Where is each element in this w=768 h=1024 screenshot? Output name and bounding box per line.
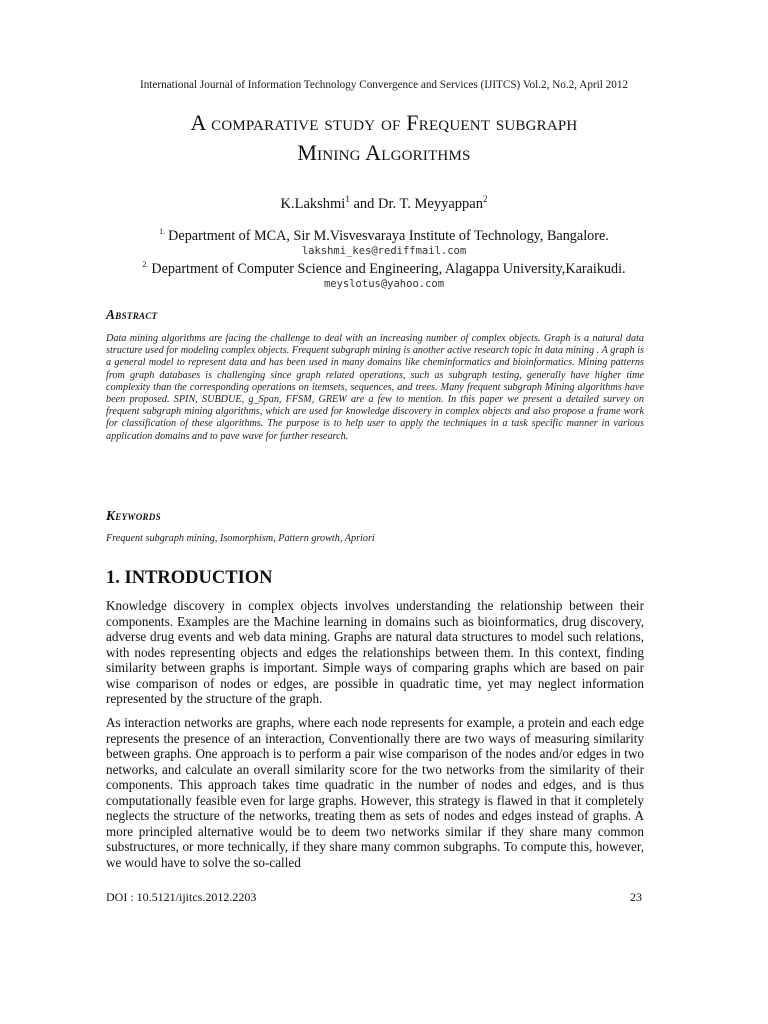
affiliation-1 <box>0 227 768 245</box>
footer-page-number: 23 <box>630 890 642 904</box>
author-conjunction: and <box>349 196 379 212</box>
affiliation-1-mark: 1. <box>159 227 166 236</box>
affiliation-2 <box>0 260 768 278</box>
affiliation-2-mark: 2. <box>142 260 149 269</box>
title-line-1: A comparative study of Frequent subgraph <box>190 110 578 135</box>
keywords-heading: Keywords <box>106 508 161 523</box>
author-1-mark: 1 <box>345 194 350 204</box>
footer-doi: DOI : 10.5121/ijitcs.2012.2203 <box>106 890 257 904</box>
author-1: K.Lakshmi <box>280 196 346 212</box>
abstract-heading: Abstract <box>106 307 158 322</box>
keywords-body: Frequent subgraph mining, Isomorphism, Pattern growth, Apriori <box>106 533 375 544</box>
author-2: Dr. T. Meyyappan <box>378 196 483 212</box>
introduction-heading: 1. INTRODUCTION <box>106 568 273 588</box>
intro-paragraph-1: Knowledge discovery in complex objects involves understanding the relationship between their components. Examples are the Machine learning in domains such as bioinformatics, drug discovery, adverse drug events and web data mining. Graphs are natural data structures to model such relations, with nodes representing objects and edges the relationships between them. In this context, finding similarity between graphs is important. Simple ways of comparing graphs which are based on pair wise comparison of nodes or edges, are possible in quadratic time, yet may neglect information represented by the structure of the graph. <box>106 598 644 706</box>
affiliation-1-text: Department of MCA, Sir M.Visvesvaraya Institute of Technology, Bangalore. <box>168 228 609 244</box>
affiliation-1-email: lakshmi_kes@rediffmail.com <box>301 245 467 257</box>
paper-title <box>0 108 768 168</box>
affiliation-2-text: Department of Computer Science and Engineering, Alagappa University,Karaikudi. <box>151 261 626 277</box>
author-2-mark: 2 <box>483 194 488 204</box>
affiliation-2-email: meyslotus@yahoo.com <box>323 278 445 290</box>
abstract-body: Data mining algorithms are facing the challenge to deal with an increasing number of complex objects. Graph is a natural data structure used for modeling complex objects. Frequent subgraph mining is another active research topic in data mining . A graph is a general model to represent data and has been used in many domains like cheminformatics and bioinformatics. Mining patterns from graph databases is challenging since graph related operations, such as subgraph testing, generally have higher time complexity than the corresponding operations on itemsets, sequences, and trees. Many frequent subgraph Mining algorithms have been proposed. SPIN, SUBDUE, g_Span, FFSM, GREW are a few to mention. In this paper we present a detailed survey on frequent subgraph mining algorithms, which are used for knowledge discovery in complex objects and also propose a frame work for classification of these algorithms. The purpose is to help user to apply the techniques in a task specific manner in various application domains and to pave wave for further research. <box>106 333 644 442</box>
running-header: International Journal of Information Technology Convergence and Services (IJITCS) Vol.2, No.2, April 2012 <box>139 79 629 91</box>
title-line-2: Mining Algorithms <box>297 140 471 165</box>
author-line <box>0 194 768 213</box>
intro-paragraph-2: As interaction networks are graphs, where each node represents for example, a protein and each edge represents the presence of an interaction, Conventionally there are two ways of measuring similarity between graphs. One approach is to perform a pair wise comparison of the nodes and/or edges in two networks, and calculate an overall similarity score for the two networks from the similarity of their components. This approach takes time quadratic in the number of nodes and edges, and is thus computationally feasible even for large graphs. However, this strategy is flawed in that it completely neglects the structure of the networks, treating them as sets of nodes and edges instead of graphs. A more principled alternative would be to deem two networks similar if they share many common substructures, or more technically, if they share many common subgraphs. To compute this, however, we would have to solve the so-called <box>106 715 644 870</box>
